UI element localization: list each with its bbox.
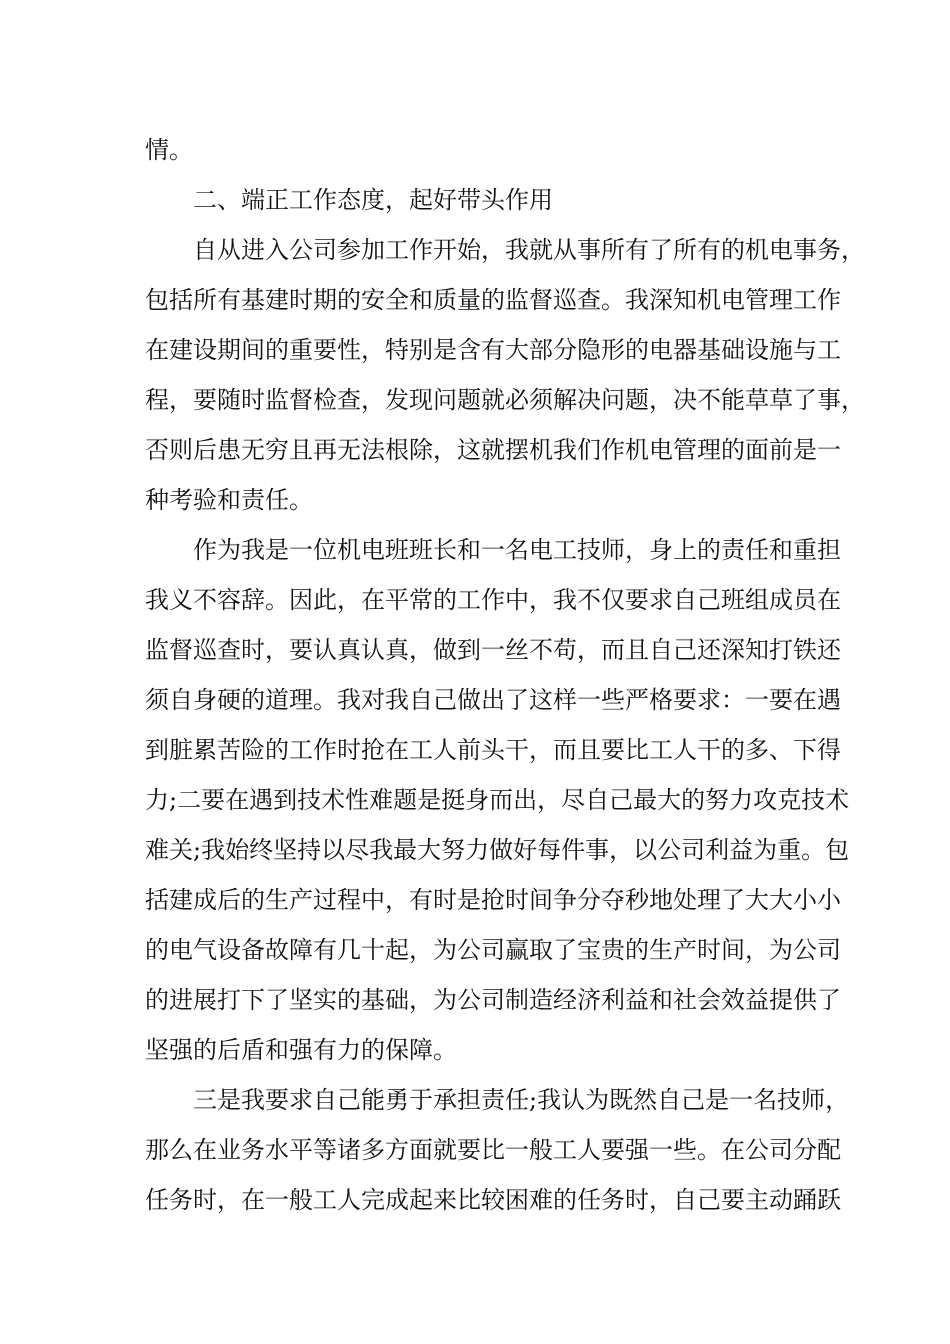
text-line-18: 的进展打下了坚实的基础，为公司制造经济利益和社会效益提供了 bbox=[145, 986, 841, 1014]
text-line-22: 任务时，在一般工人完成起来比较困难的任务时，自己要主动踊跃 bbox=[145, 1186, 841, 1214]
text-line-15: 难关;我始终坚持以尽我最大努力做好每件事，以公司利益为重。包 bbox=[145, 836, 850, 864]
text-line-9: 作为我是一位机电班班长和一名电工技师，身上的责任和重担 bbox=[193, 536, 841, 564]
text-line-11: 监督巡查时，要认真认真，做到一丝不苟，而且自己还深知打铁还 bbox=[145, 636, 841, 664]
text-line-12: 须自身硬的道理。我对我自己做出了这样一些严格要求：一要在遇 bbox=[145, 686, 841, 714]
text-line-19: 坚强的后盾和强有力的保障。 bbox=[145, 1036, 457, 1064]
text-line-6: 程，要随时监督检查，发现问题就必须解决问题，决不能草草了事， bbox=[145, 386, 865, 414]
text-line-10: 我义不容辞。因此，在平常的工作中，我不仅要求自己班组成员在 bbox=[145, 586, 841, 614]
text-line-17: 的电气设备故障有几十起，为公司赢取了宝贵的生产时间，为公司 bbox=[145, 936, 841, 964]
text-line-21: 那么在业务水平等诸多方面就要比一般工人要强一些。在公司分配 bbox=[145, 1136, 841, 1164]
text-line-3: 自从进入公司参加工作开始，我就从事所有了所有的机电事务， bbox=[193, 236, 865, 264]
text-line-14: 力;二要在遇到技术性难题是挺身而出，尽自己最大的努力攻克技术 bbox=[145, 786, 850, 814]
section-heading: 二、端正工作态度，起好带头作用 bbox=[193, 186, 553, 214]
text-line-7: 否则后患无穷且再无法根除，这就摆机我们作机电管理的面前是一 bbox=[145, 436, 841, 464]
text-line-16: 括建成后的生产过程中，有时是抢时间争分夺秒地处理了大大小小 bbox=[145, 886, 841, 914]
text-line-5: 在建设期间的重要性，特别是含有大部分隐形的电器基础设施与工 bbox=[145, 336, 841, 364]
text-line-4: 包括所有基建时期的安全和质量的监督巡查。我深知机电管理工作 bbox=[145, 286, 841, 314]
text-line-1: 情。 bbox=[145, 136, 193, 164]
text-line-20: 三是我要求自己能勇于承担责任;我认为既然自己是一名技师， bbox=[193, 1086, 850, 1114]
text-line-13: 到脏累苦险的工作时抢在工人前头干，而且要比工人干的多、下得 bbox=[145, 736, 841, 764]
text-line-8: 种考验和责任。 bbox=[145, 486, 313, 514]
